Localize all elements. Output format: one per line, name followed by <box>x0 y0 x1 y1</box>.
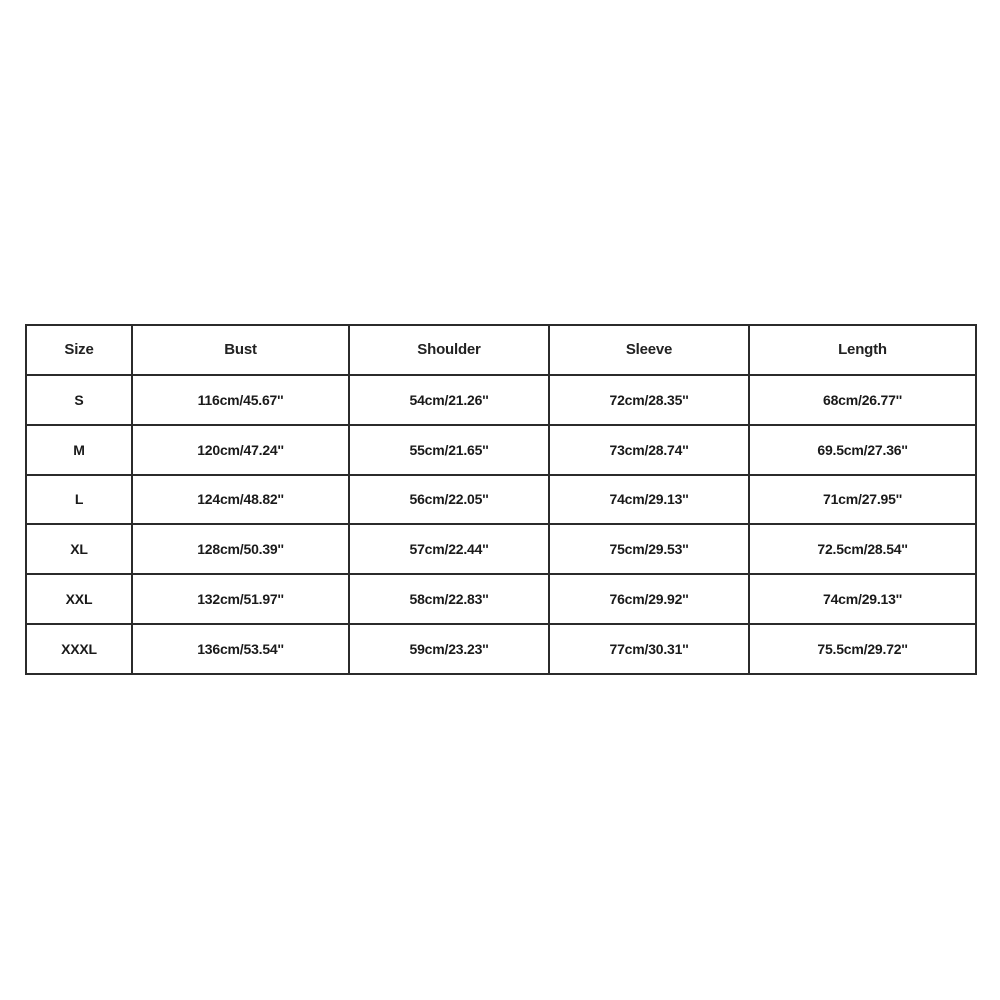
cell-sleeve: 77cm/30.31'' <box>549 624 749 674</box>
cell-length: 74cm/29.13'' <box>749 574 976 624</box>
table-row <box>26 475 976 525</box>
cell-length: 72.5cm/28.54'' <box>749 524 976 574</box>
cell-sleeve: 72cm/28.35'' <box>549 375 749 425</box>
cell-bust: 136cm/53.54'' <box>132 624 349 674</box>
header-sleeve: Sleeve <box>549 325 749 375</box>
cell-size: M <box>26 425 132 475</box>
cell-bust: 120cm/47.24'' <box>132 425 349 475</box>
table-row <box>26 524 976 574</box>
cell-sleeve: 74cm/29.13'' <box>549 475 749 525</box>
cell-size: XXL <box>26 574 132 624</box>
cell-shoulder: 57cm/22.44'' <box>349 524 549 574</box>
cell-length: 75.5cm/29.72'' <box>749 624 976 674</box>
cell-shoulder: 56cm/22.05'' <box>349 475 549 525</box>
cell-bust: 124cm/48.82'' <box>132 475 349 525</box>
header-bust: Bust <box>132 325 349 375</box>
table-row <box>26 425 976 475</box>
header-size: Size <box>26 325 132 375</box>
header-length: Length <box>749 325 976 375</box>
cell-shoulder: 54cm/21.26'' <box>349 375 549 425</box>
cell-sleeve: 75cm/29.53'' <box>549 524 749 574</box>
cell-bust: 116cm/45.67'' <box>132 375 349 425</box>
table-row <box>26 574 976 624</box>
cell-sleeve: 76cm/29.92'' <box>549 574 749 624</box>
cell-size: L <box>26 475 132 525</box>
cell-size: S <box>26 375 132 425</box>
cell-shoulder: 59cm/23.23'' <box>349 624 549 674</box>
cell-sleeve: 73cm/28.74'' <box>549 425 749 475</box>
table-row <box>26 624 976 674</box>
size-chart-table <box>25 324 977 675</box>
cell-shoulder: 58cm/22.83'' <box>349 574 549 624</box>
cell-bust: 128cm/50.39'' <box>132 524 349 574</box>
cell-length: 71cm/27.95'' <box>749 475 976 525</box>
cell-size: XXXL <box>26 624 132 674</box>
cell-bust: 132cm/51.97'' <box>132 574 349 624</box>
cell-shoulder: 55cm/21.65'' <box>349 425 549 475</box>
table-row <box>26 375 976 425</box>
cell-length: 69.5cm/27.36'' <box>749 425 976 475</box>
header-shoulder: Shoulder <box>349 325 549 375</box>
cell-length: 68cm/26.77'' <box>749 375 976 425</box>
table-header-row <box>26 325 976 375</box>
cell-size: XL <box>26 524 132 574</box>
